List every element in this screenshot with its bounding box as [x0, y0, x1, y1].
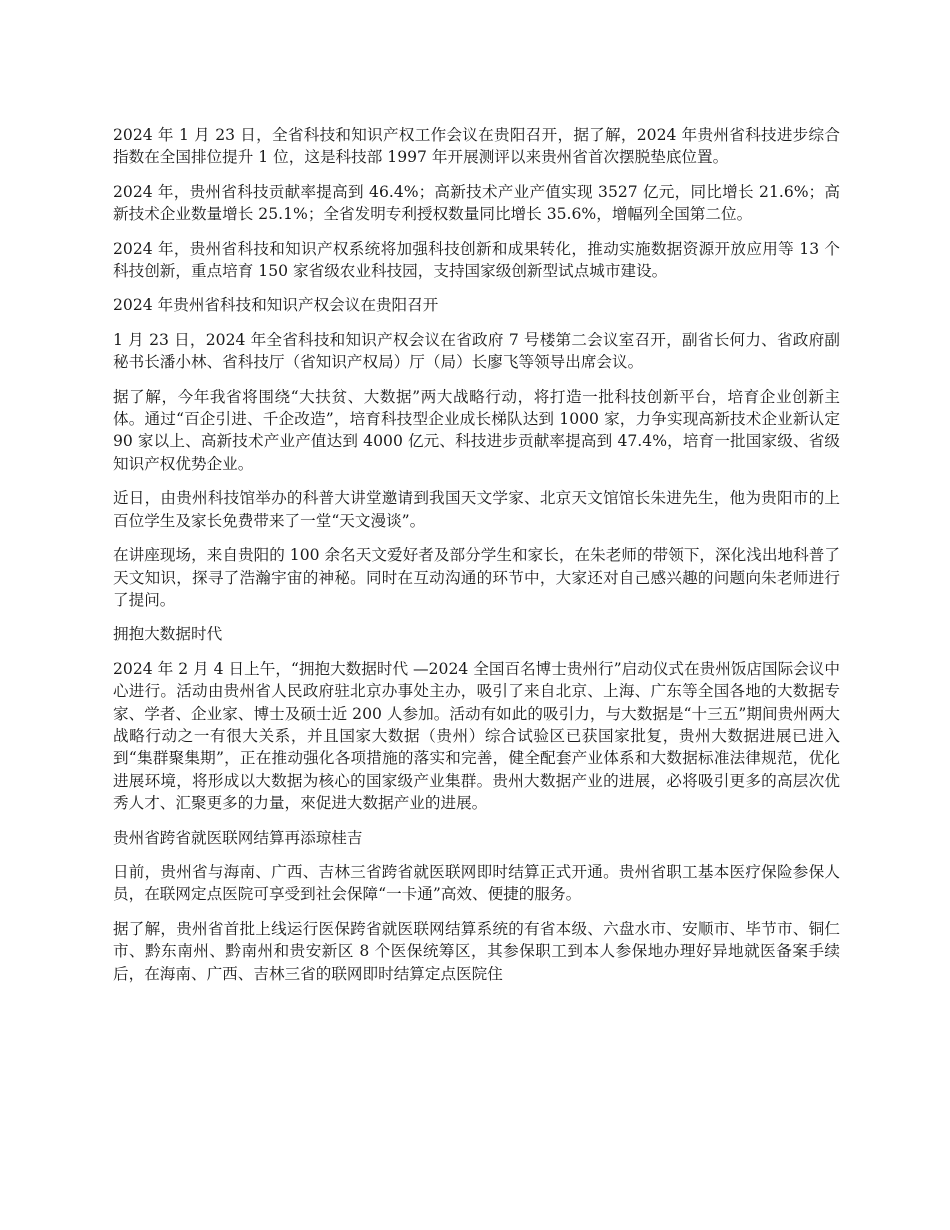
section-heading: 贵州省跨省就医联网结算再添琼桂吉 — [113, 828, 363, 847]
paragraph: 2024 年 1 月 23 日，全省科技和知识产权工作会议在贵阳召开，据了解，2024 年贵州省科技进步综合指数在全国排位提升 1 位，这是科技部 1997 年开展测评以来贵州省首次摆脱垫底位置。 — [113, 126, 840, 167]
paragraph: 据了解，贵州省首批上线运行医保跨省就医联网结算系统的有省本级、六盘水市、安顺市、毕节市、铜仁市、黔东南州、黔南州和贵安新区 8 个医保统筹区，其参保职工到本人参保地办理好异地就医备案手续后，在海南、广西、吉林三省的联网即时结算定点医院住 — [113, 919, 840, 983]
paragraph: 2024 年，贵州省科技贡献率提高到 46.4%；高新技术产业产值实现 3527 亿元，同比增长 21.6%；高新技术企业数量增长 25.1%；全省发明专利授权数量同比增长 35.6%，增幅列全国第二位。 — [113, 182, 840, 224]
paragraph: 2024 年 2 月 4 日上午，“拥抱大数据时代 —2024 全国百名博士贵州行”启动仪式在贵州饭店国际会议中心进行。活动由贵州省人民政府驻北京办事处主办，吸引了来自北京、上海、广东等全国各地的大数据专家、学者、企业家、博士及硕士近 200 人参加。活动有如此的吸引力，与大数据是“十三五”期间贵州两大战略行动之一有很大关系，并且国家大数据（贵州）综合试验区已获国家批复，贵州大数据进展已进入到“集群聚集期”，正在推动强化各项措施的落实和完善，健全配套产业体系和大数据标准法律规范，优化进展环境，将形成以大数据为核心的国家级产业集群。贵州大数据产业的进展，必将吸引更多的高层次优秀人才、汇聚更多的力量，來促进大数据产业的进展。 — [113, 659, 840, 813]
section-heading: 2024 年贵州省科技和知识产权会议在贵阳召开 — [113, 296, 439, 315]
paragraph: 日前，贵州省与海南、广西、吉林三省跨省就医联网即时结算正式开通。贵州省职工基本医疗保险参保人员，在联网定点医院可享受到社会保障“一卡通”高效、便捷的服务。 — [113, 862, 840, 904]
paragraph: 近日，由贵州科技馆举办的科普大讲堂邀请到我国天文学家、北京天文馆馆长朱进先生，他为贵阳市的上百位学生及家长免费带来了一堂“天文漫谈”。 — [113, 489, 840, 530]
paragraph: 2024 年，贵州省科技和知识产权系统将加强科技创新和成果转化，推动实施数据资源开放应用等 13 个科技创新，重点培育 150 家省级农业科技园，支持国家级创新型试点城市建设。 — [113, 239, 840, 281]
paragraph: 1 月 23 日，2024 年全省科技和知识产权会议在省政府 7 号楼第二会议室召开，副省长何力、省政府副秘书长潘小林、省科技厅（省知识产权局）厅（局）长廖飞等领导出席会议。 — [113, 330, 840, 372]
section-heading: 拥抱大数据时代 — [113, 625, 223, 644]
paragraph: 在讲座现场，来自贵阳的 100 余名天文爱好者及部分学生和家长，在朱老师的带领下，深化浅出地科普了天文知识，探寻了浩瀚宇宙的神秘。同时在互动沟通的环节中，大家还对自己感兴趣的问题向朱老师进行了提问。 — [113, 546, 840, 609]
document-body — [113, 124, 840, 997]
paragraph: 据了解，今年我省将围绕“大扶贫、大数据”两大战略行动，将打造一批科技创新平台，培育企业创新主体。通过“百企引进、千企改造”，培育科技型企业成长梯队达到 1000 家，力争实现高新技术企业新认定 90 家以上、高新技术产业产值达到 4000 亿元、科技进步贡献率提高到 47.4%，培育一批国家级、省级知识产权优势企业。 — [113, 387, 840, 473]
